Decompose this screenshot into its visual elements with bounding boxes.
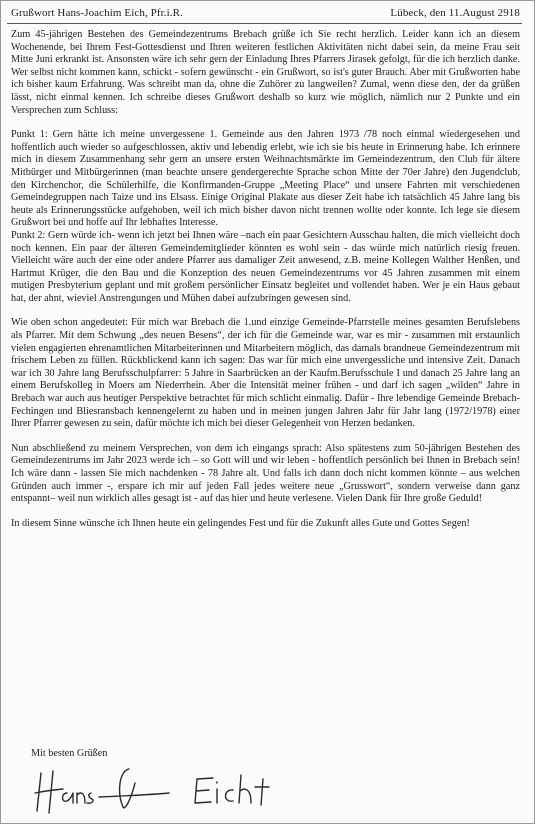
paragraph-career: Wie oben schon angedeutet: Für mich war Brebach die 1.und einzige Gemeinde-Pfarrstelle meines gesamten Berufslebens als Pfarrer. Mit dem Schwung „des neuen Besens“, der ich für die Gemeinde war, war es mir - zusammen mit erstaunlich vielen engagierten ehrenamtlichen Mitarbeiterinnen und Mitarbeitern möglich, das damals brandneue Gemeindezentrum mit frischem Leben zu füllen. Rückblickend kann ich sagen: Das war für mich eine unvergessliche und intensive Zeit. Danach war ich 30 Jahre lang Berufsschulpfarrer: 5 Jahre in Saarbrücken an der Kaufm.Berufsschule I und danach 25 Jahre lang an einem Berufskolleg in Moers am Niederrhein. Aber die Intensität meiner frühen - und darf ich sagen „wilden“ Jahre in Brebach war auch aus heutiger Perspektive betrachtet für mich schlicht einmalig. Dafür - Ihre lebendige Gemeinde Brebach-Fechingen und Bliesransbach kennengelernt zu haben und in meinen jungen Jahren Jahr für Jahr lang (1972/1978) einer Ihrer Pfarrer gewesen zu sein, dafür möchte ich mich bei dieser Gelegenheit von Herzen bedanken. xyxy=(11,317,520,430)
letter-body xyxy=(11,29,520,530)
header-divider xyxy=(7,23,522,24)
handwritten-signature xyxy=(19,763,319,818)
paragraph-blessing: In diesem Sinne wünsche ich Ihnen heute ein gelingendes Fest und für die Zukunft alles Gute und Gottes Segen! xyxy=(11,517,470,529)
closing-salutation: Mit besten Grüßen xyxy=(31,748,108,759)
paragraph-point-2: Punkt 2: Gern würde ich- wenn ich jetzt bei Ihnen wäre –nach ein paar Gesichtern Ausschau halten, die mich vielleicht doch noch kennen. Ein paar der älteren Gemeindemitglieder könnten es wohl sein - das würde mich natürlich riesig freuen. Vielleicht wäre auch der eine oder andere Pfarrer aus damaliger Zeit anwesend, z.B. meine Kollegen Walther Henßen, und Hartmut Krüger, die den Bau und die Konzeption des neuen Gemeindezentrums vor 45 Jahren zusammen mit einem mutigen Presbyterium geplant und mit großem persönlicher Einsatz begleitet und vollendet haben. Wer je ein Haus gebaut hat, der ahnt, wieviel Anstrengungen und Mühen dabei aufzubringen gewesen sind. xyxy=(11,229,520,304)
paragraph-promise: Nun abschließend zu meinem Versprechen, von dem ich eingangs sprach: Also spätestens zum 50-jährigen Bestehen des Gemeindezentrums im Jahr 2023 werde ich – so Gott will und wir leben - hoffentlich persönlich bei Ihnen in Brebach sein! Ich wäre dann - lassen Sie mich nachdenken - 78 Jahre alt. Und falls ich dann doch nicht kommen könnte – aus welchen Gründen auch immer -, erspare ich mir auf jeden Fall jedes weitere neue „Grusswort“, sondern verweise dann ganz entspannt– weil nun wirklich alles gesagt ist - auf das hier und heute verlesene. Vielen Dank für Ihre große Geduld! xyxy=(11,442,520,505)
paragraph-intro: Zum 45-jährigen Bestehen des Gemeindezentrums Brebach grüße ich Sie recht herzlich. Leider kann ich an diesem Wochenende, bei Ihrem Fest-Gottesdienst und Ihren weiteren festlichen Aktivitäten nicht dabei sein, da meine Frau seit Mitte Juni erkrankt ist. Ansonsten wäre ich sehr gern der Einladung Ihres Pfarrers Jirasek gefolgt, für die ich herzlich danke. Wer selbst nicht kommen kann, schickt - sofern gewünscht - ein Grußwort, so ist's guter Brauch. Aber mit Grußworten habe ich bisher kaum Erfahrung. Was schreibt man da, ohne die Zuhörer zu langweilen? Zumal, wenn diese den, der da grüßen lässt, nicht einmal kennen. Ich schreibe dieses Grußwort deshalb so kurz wie möglich, nämlich nur 2 Punkte und ein Versprechen zum Schluss: xyxy=(11,29,520,116)
paragraph-point-1: Punkt 1: Gern hätte ich meine unvergessene 1. Gemeinde aus den Jahren 1973 /78 noch einmal wiedergesehen und hoffentlich auch wieder so aufgeschlossen, aktiv und lebendig erlebt, wie ich sie bis heute in Erinnerung habe. Ich erinnere mich in diesem Zusammenhang sehr gern an unsere ersten Weihnachtsmärkte im Gemeindezentrum, den Club für ältere Mitbürger und Mitbürgerinnen (man beachte unsere gendergerechte Sprache schon Mitte der 70er Jahre) den Jugendclub, den Kirchenchor, die Schülerhilfe, die Konfirmanden-Gruppe „Meeting Place“ und unsere Fahrten mit verschiedenen Gemeindegruppen nach Taize und ins Elsass. Einige Original Plakate aus dieser Zeit habe ich tatsächlich 45 Jahre lang bis heute als Erinnerungsstücke aufgehoben, weil ich mich bisher davon nicht trennen wollte oder konnte. Ich lege sie diesem Grußwort bei und hoffe auf Ihr lebhaftes Interesse. xyxy=(11,129,520,229)
signature-scribble xyxy=(19,763,319,818)
letter-title: Grußwort Hans-Joachim Eich, Pfr.i.R. xyxy=(11,7,183,19)
letter-header xyxy=(11,7,520,19)
place-date: Lübeck, den 11.August 2918 xyxy=(390,7,520,19)
